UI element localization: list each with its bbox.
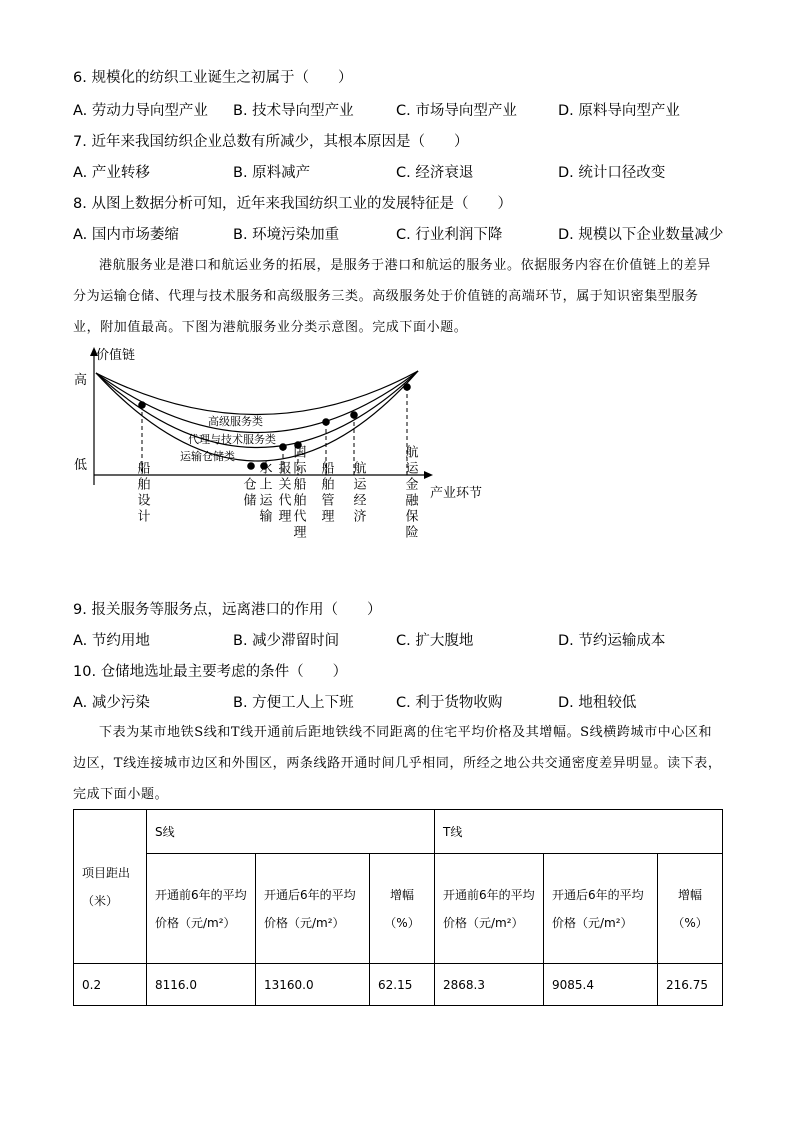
- question-9-option-c: C. 扩大腹地: [396, 633, 474, 649]
- question-7-stem: 7. 近年来我国纺织企业总数有所减少，其根本原因是（ ）: [73, 134, 469, 150]
- y-axis-low-label: 低: [74, 458, 88, 473]
- question-9-option-b: B. 减少滞留时间: [233, 633, 340, 649]
- passage-port-services: 港航服务业是港口和航运业务的拓展，是服务于港口和航运的服务业。依据服务内容在价值链上的差异分为运输仓储、代理与技术服务和高级服务三类。高级服务处于价值链的高端环节，属于知识密集型服务业，附加值最高。下图为港航服务业分类示意图。完成下面小题。: [73, 258, 712, 335]
- column-header: 开通后6年的平均价格（元/m²）: [256, 854, 370, 964]
- table-cell: 62.15: [370, 964, 435, 1006]
- question-9-stem: 9. 报关服务等服务点，远离港口的作用（ ）: [73, 602, 382, 618]
- question-7-option-b: B. 原料减产: [233, 165, 311, 181]
- question-6-option-a: A. 劳动力导向型产业: [73, 103, 208, 119]
- column-header: 增幅（%）: [658, 854, 723, 964]
- question-9-option-d: D. 节约运输成本: [558, 633, 666, 649]
- table-cell: 13160.0: [256, 964, 370, 1006]
- port-services-diagram: [60, 345, 500, 590]
- x-axis-arrow: [424, 471, 433, 479]
- label-customs-agency: 报关代理: [275, 461, 291, 525]
- band-label-agency-tech: 代理与技术服务类: [188, 433, 276, 446]
- table-cell: 9085.4: [544, 964, 658, 1006]
- label-shipping-finance-insurance: 航运金融保险: [402, 445, 418, 541]
- question-10-option-c: C. 利于货物收购: [396, 695, 503, 711]
- question-8-stem: 8. 从图上数据分析可知，近年来我国纺织工业的发展特征是（ ）: [73, 196, 512, 212]
- band-label-transport-storage: 运输仓储类: [180, 450, 235, 463]
- group-header-t-line: T线: [435, 810, 723, 854]
- label-intl-ship-agency: 国际船舶代理: [290, 445, 306, 541]
- label-ship-management: 船舶管理: [318, 461, 334, 525]
- table-cell: 2868.3: [435, 964, 544, 1006]
- column-header: 增幅（%）: [370, 854, 435, 964]
- band-label-advanced: 高级服务类: [208, 415, 263, 428]
- row-header-cell: 项目距出（米）: [74, 810, 147, 964]
- point-shipping-economics: [350, 411, 358, 419]
- column-header: 开通后6年的平均价格（元/m²）: [544, 854, 658, 964]
- table-cell: 8116.0: [147, 964, 256, 1006]
- label-water-transport: 水上运输: [256, 461, 272, 525]
- point-ship-management: [322, 418, 330, 426]
- y-axis-high-label: 高: [74, 373, 88, 388]
- label-storage: 仓储: [240, 477, 256, 509]
- question-8-option-c: C. 行业利润下降: [396, 227, 503, 243]
- housing-price-table: [73, 809, 723, 1006]
- question-6-stem: 6. 规模化的纺织工业诞生之初属于（ ）: [73, 70, 353, 86]
- column-header: 开通前6年的平均价格（元/m²）: [435, 854, 544, 964]
- table-cell: 216.75: [658, 964, 723, 1006]
- question-7-option-a: A. 产业转移: [73, 165, 150, 181]
- table-cell-distance: 0.2: [74, 964, 147, 1006]
- label-shipping-economics: 航运经济: [350, 461, 366, 525]
- x-axis-label: 产业环节: [430, 486, 483, 501]
- passage-metro-housing: 下表为某市地铁S线和T线开通前后距地铁线不同距离的住宅平均价格及其增幅。S线横跨城市中心区和边区，T线连接城市边区和外围区，两条线路开通时间几乎相同，所经之地公共交通密度差异明显。读下表，完成下面小题。: [73, 725, 722, 802]
- question-9-option-a: A. 节约用地: [73, 633, 150, 649]
- question-10-option-d: D. 地租较低: [558, 695, 637, 711]
- point-ship-design: [138, 401, 146, 409]
- group-header-s-line: S线: [147, 810, 435, 854]
- column-header: 开通前6年的平均价格（元/m²）: [147, 854, 256, 964]
- question-7-option-d: D. 统计口径改变: [558, 165, 666, 181]
- question-10-stem: 10. 仓储地选址最主要考虑的条件（ ）: [73, 664, 348, 680]
- question-8-option-b: B. 环境污染加重: [233, 227, 340, 243]
- point-storage: [247, 462, 255, 470]
- label-ship-design: 船舶设计: [134, 461, 150, 525]
- question-10-option-a: A. 减少污染: [73, 695, 150, 711]
- question-6-option-b: B. 技术导向型产业: [233, 103, 354, 119]
- point-shipping-finance-insurance: [403, 383, 411, 391]
- y-axis-label: 价值链: [96, 348, 136, 363]
- question-6-option-c: C. 市场导向型产业: [396, 103, 517, 119]
- point-customs-agency: [279, 443, 287, 451]
- table-row: [74, 964, 723, 1006]
- question-6-option-d: D. 原料导向型产业: [558, 103, 680, 119]
- question-8-option-a: A. 国内市场萎缩: [73, 227, 179, 243]
- question-8-option-d: D. 规模以下企业数量减少: [558, 227, 724, 243]
- question-7-option-c: C. 经济衰退: [396, 165, 474, 181]
- question-10-option-b: B. 方便工人上下班: [233, 695, 354, 711]
